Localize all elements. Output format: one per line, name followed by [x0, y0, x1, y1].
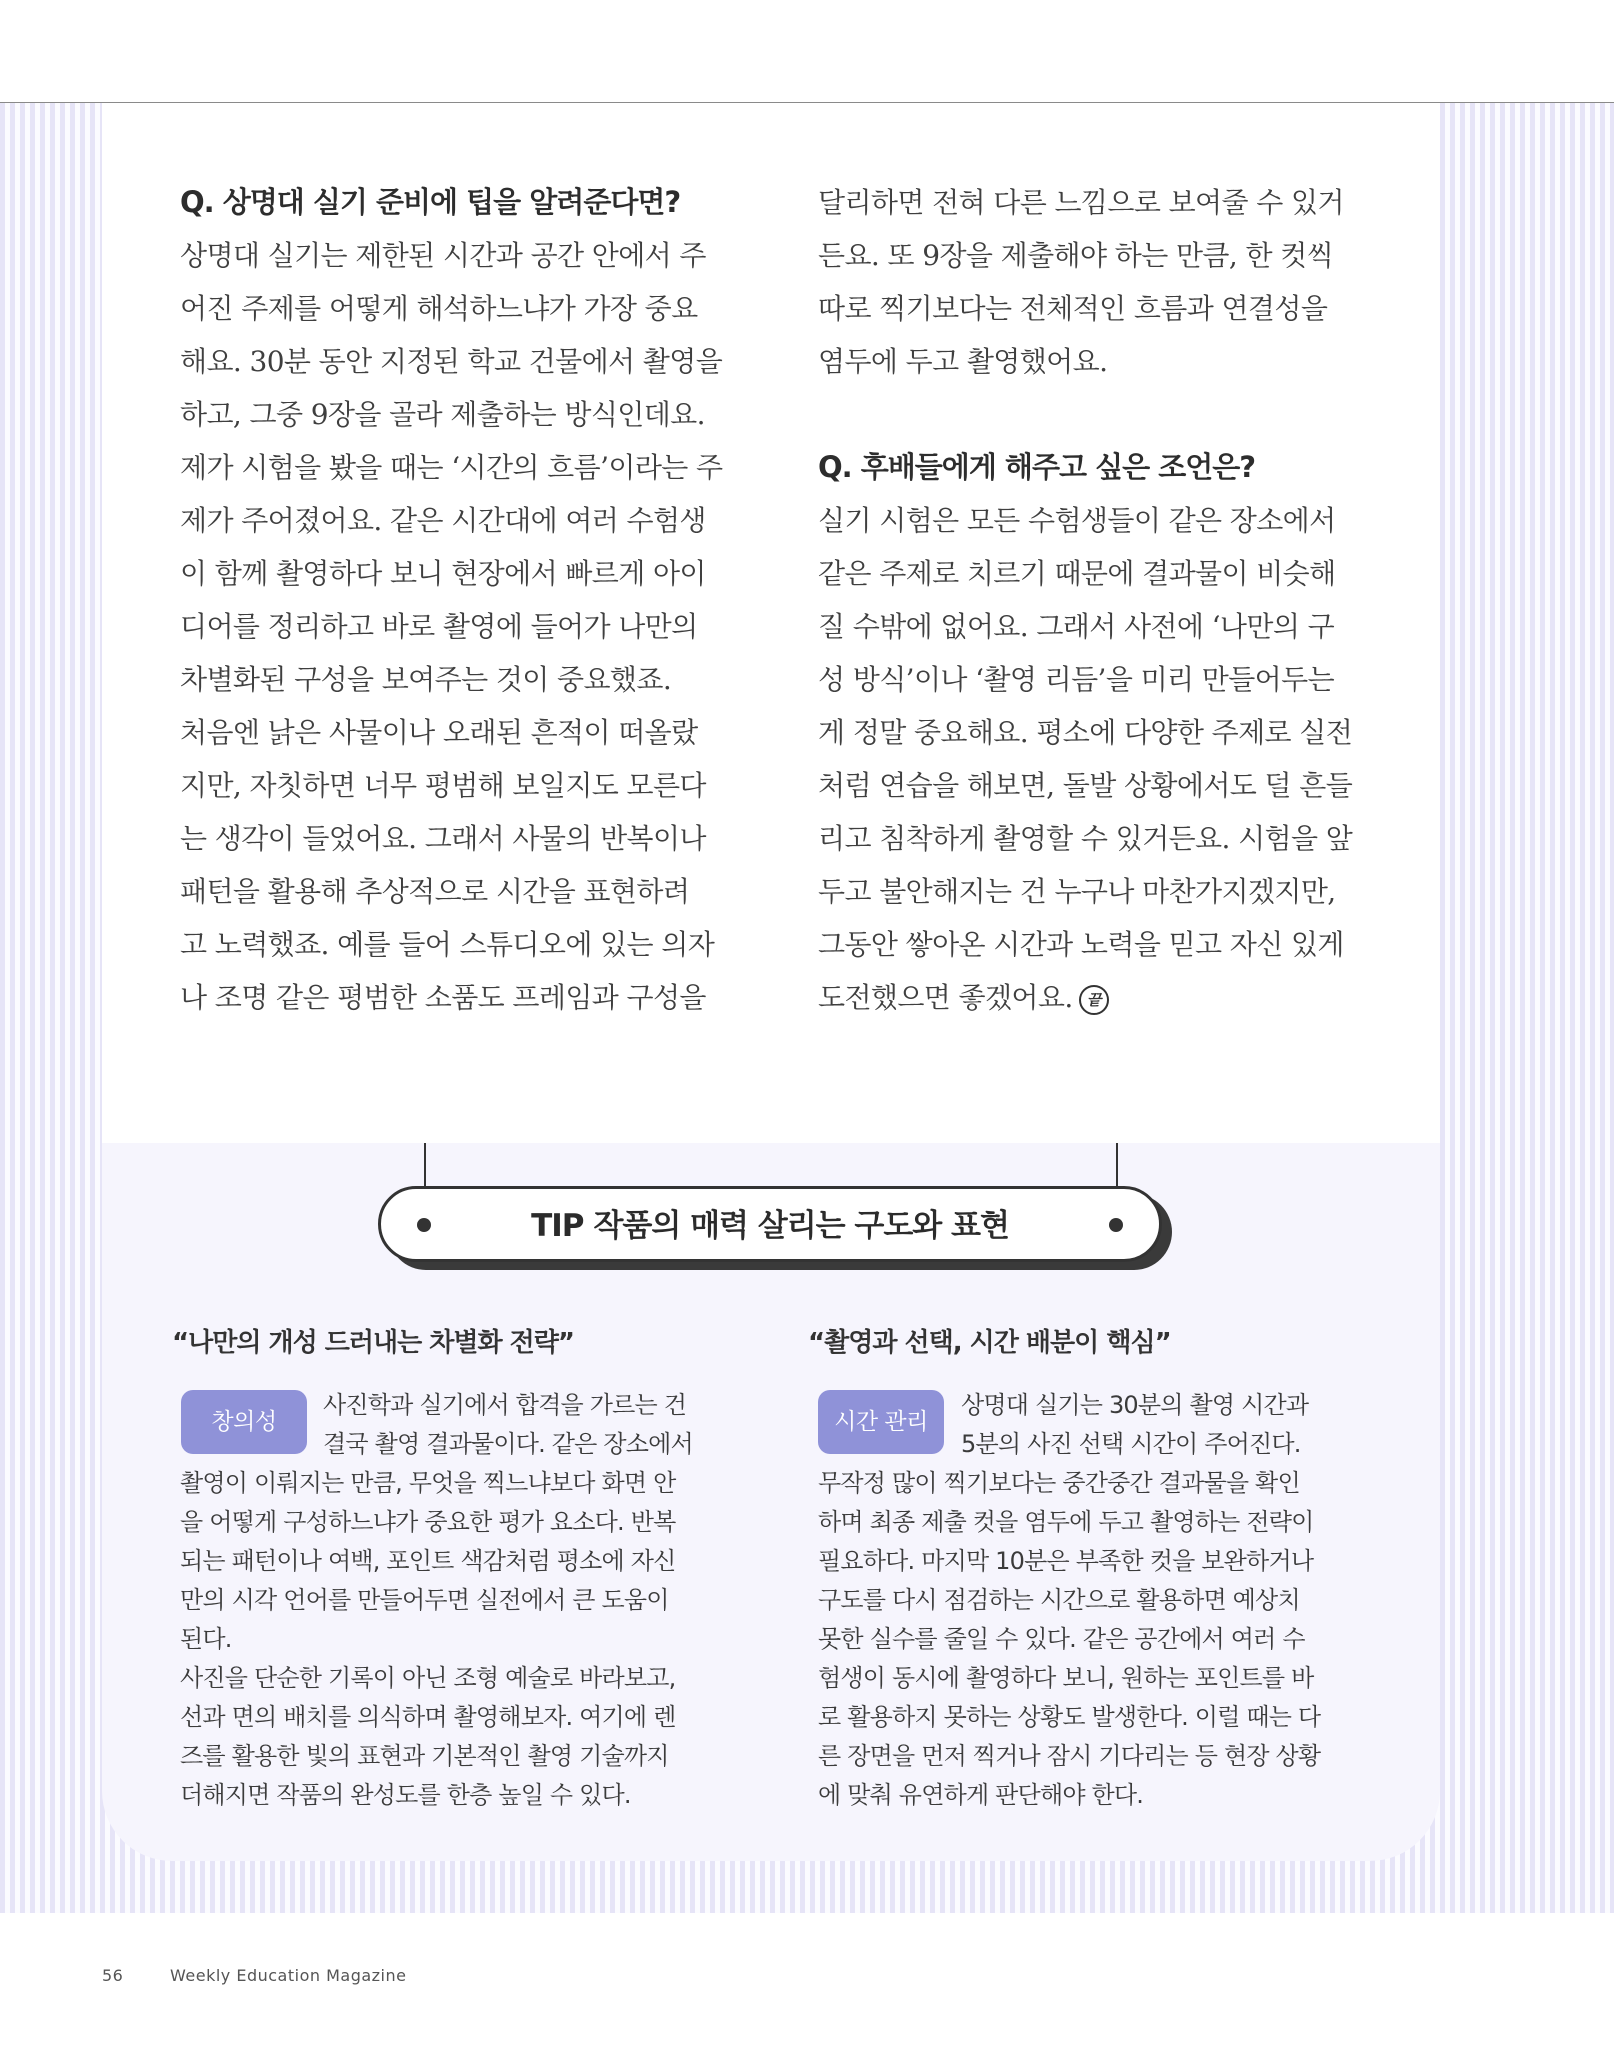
body-line: 성 방식’이나 ‘촬영 리듬’을 미리 만들어두는 — [818, 663, 1335, 696]
tip-line: 구도를 다시 점검하는 시간으로 활용하면 예상치 — [818, 1586, 1300, 1614]
tip-title-text: 작품의 매력 살리는 구도와 표현 — [593, 1208, 1009, 1244]
tip-line: 즈를 활용한 빛의 표현과 기본적인 촬영 기술까지 — [180, 1742, 669, 1770]
body-line: 패턴을 활용해 추상적으로 시간을 표현하려 — [180, 875, 690, 908]
body-line: 든요. 또 9장을 제출해야 하는 만큼, 한 컷씩 — [818, 239, 1334, 272]
body-line: 처음엔 낡은 사물이나 오래된 흔적이 떠올랐 — [180, 716, 698, 749]
body-line-last — [818, 971, 1368, 1024]
tip-line: 더해지면 작품의 완성도를 한층 높일 수 있다. — [180, 1781, 631, 1809]
tip-line: 른 장면을 먼저 찍거나 잠시 기다리는 등 현장 상황 — [818, 1742, 1321, 1770]
tip-line: 험생이 동시에 촬영하다 보니, 원하는 포인트를 바 — [818, 1664, 1314, 1692]
body-line: 같은 주제로 치르기 때문에 결과물이 비슷해 — [818, 557, 1336, 590]
tip-right-body — [818, 1386, 1358, 1815]
tip-left-body — [180, 1386, 720, 1815]
body-line: 달리하면 전혀 다른 느낌으로 보여줄 수 있거 — [818, 186, 1344, 219]
body-line: 두고 불안해지는 건 누구나 마찬가지겠지만, — [818, 875, 1336, 908]
magazine-name: Weekly Education Magazine — [170, 1966, 407, 1985]
body-line: 처럼 연습을 해보면, 돌발 상황에서도 덜 흔들 — [818, 769, 1353, 802]
body-line: 는 생각이 들었어요. 그래서 사물의 반복이나 — [180, 822, 706, 855]
body-line: 실기 시험은 모든 수험생들이 같은 장소에서 — [818, 504, 1336, 537]
tip-line: 사진학과 실기에서 합격을 가르는 건 — [323, 1391, 687, 1419]
tip-line: 상명대 실기는 30분의 촬영 시간과 — [961, 1391, 1309, 1419]
question-heading-1: Q. 상명대 실기 준비에 팁을 알려준다면? — [180, 185, 681, 219]
body-line: 고 노력했죠. 예를 들어 스튜디오에 있는 의자 — [180, 928, 715, 961]
tip-line: 5분의 사진 선택 시간이 주어진다. — [961, 1430, 1301, 1458]
closing-sentence: 도전했으면 좋겠어요. — [818, 981, 1073, 1014]
body-line: 염두에 두고 촬영했어요. — [818, 345, 1108, 378]
tip-left-heading: “나만의 개성 드러내는 차별화 전략” — [172, 1328, 575, 1358]
body-line: 그동안 쌓아온 시간과 노력을 믿고 자신 있게 — [818, 928, 1344, 961]
body-line: 이 함께 촬영하다 보니 현장에서 빠르게 아이 — [180, 557, 706, 590]
tip-right-heading: “촬영과 선택, 시간 배분이 핵심” — [808, 1328, 1171, 1358]
tip-line: 된다. — [180, 1625, 232, 1653]
tip-line: 에 맞춰 유연하게 판단해야 한다. — [818, 1781, 1144, 1809]
tip-label: TIP — [531, 1208, 584, 1244]
body-line: 제가 시험을 봤을 때는 ‘시간의 흐름’이라는 주 — [180, 451, 723, 484]
tip-line: 을 어떻게 구성하느냐가 중요한 평가 요소다. 반복 — [180, 1508, 676, 1536]
tip-line: 사진을 단순한 기록이 아닌 조형 예술로 바라보고, — [180, 1664, 676, 1692]
end-mark-icon: 끝 — [1079, 985, 1109, 1015]
body-line: 게 정말 중요해요. 평소에 다양한 주제로 실전 — [818, 716, 1353, 749]
body-line: 따로 찍기보다는 전체적인 흐름과 연결성을 — [818, 292, 1328, 325]
body-line: 차별화된 구성을 보여주는 것이 중요했죠. — [180, 663, 672, 696]
tip-line: 로 활용하지 못하는 상황도 발생한다. 이럴 때는 다 — [818, 1703, 1321, 1731]
body-line: 디어를 정리하고 바로 촬영에 들어가 나만의 — [180, 610, 698, 643]
tip-line: 되는 패턴이나 여백, 포인트 색감처럼 평소에 자신 — [180, 1547, 676, 1575]
body-line: 하고, 그중 9장을 골라 제출하는 방식인데요. — [180, 398, 705, 431]
badge-creativity: 창의성 — [181, 1390, 307, 1454]
tip-left-section — [172, 1322, 712, 1359]
body-line: 해요. 30분 동안 지정된 학교 건물에서 촬영을 — [180, 345, 723, 378]
tip-line: 선과 면의 배치를 의식하며 촬영해보자. 여기에 렌 — [180, 1703, 676, 1731]
tip-line: 못한 실수를 줄일 수 있다. 같은 공간에서 여러 수 — [818, 1625, 1305, 1653]
tip-line: 촬영이 이뤄지는 만큼, 무엇을 찍느냐보다 화면 안 — [180, 1469, 676, 1497]
body-line: 질 수밖에 없어요. 그래서 사전에 ‘나만의 구 — [818, 610, 1335, 643]
tip-banner-title — [378, 1200, 1162, 1245]
body-line: 지만, 자칫하면 너무 평범해 보일지도 모른다 — [180, 769, 706, 802]
article-left-column — [180, 176, 730, 1024]
tip-line: 필요하다. 마지막 10분은 부족한 컷을 보완하거나 — [818, 1547, 1314, 1575]
page-number: 56 — [102, 1966, 124, 1985]
article-right-column — [818, 176, 1368, 1024]
body-line: 제가 주어졌어요. 같은 시간대에 여러 수험생 — [180, 504, 706, 537]
body-line: 리고 침착하게 촬영할 수 있거든요. 시험을 앞 — [818, 822, 1353, 855]
body-line: 상명대 실기는 제한된 시간과 공간 안에서 주 — [180, 239, 706, 272]
badge-time-management: 시간 관리 — [818, 1390, 944, 1454]
paragraph-gap — [818, 388, 1368, 441]
tip-line: 결국 촬영 결과물이다. 같은 장소에서 — [323, 1430, 693, 1458]
body-line: 어진 주제를 어떻게 해석하느냐가 가장 중요 — [180, 292, 698, 325]
question-heading-2: Q. 후배들에게 해주고 싶은 조언은? — [818, 450, 1256, 484]
tip-right-section — [808, 1322, 1348, 1359]
tip-line: 무작정 많이 찍기보다는 중간중간 결과물을 확인 — [818, 1469, 1300, 1497]
body-line: 나 조명 같은 평범한 소품도 프레임과 구성을 — [180, 981, 706, 1014]
tip-line: 만의 시각 언어를 만들어두면 실전에서 큰 도움이 — [180, 1586, 669, 1614]
tip-line: 하며 최종 제출 컷을 염두에 두고 촬영하는 전략이 — [818, 1508, 1314, 1536]
